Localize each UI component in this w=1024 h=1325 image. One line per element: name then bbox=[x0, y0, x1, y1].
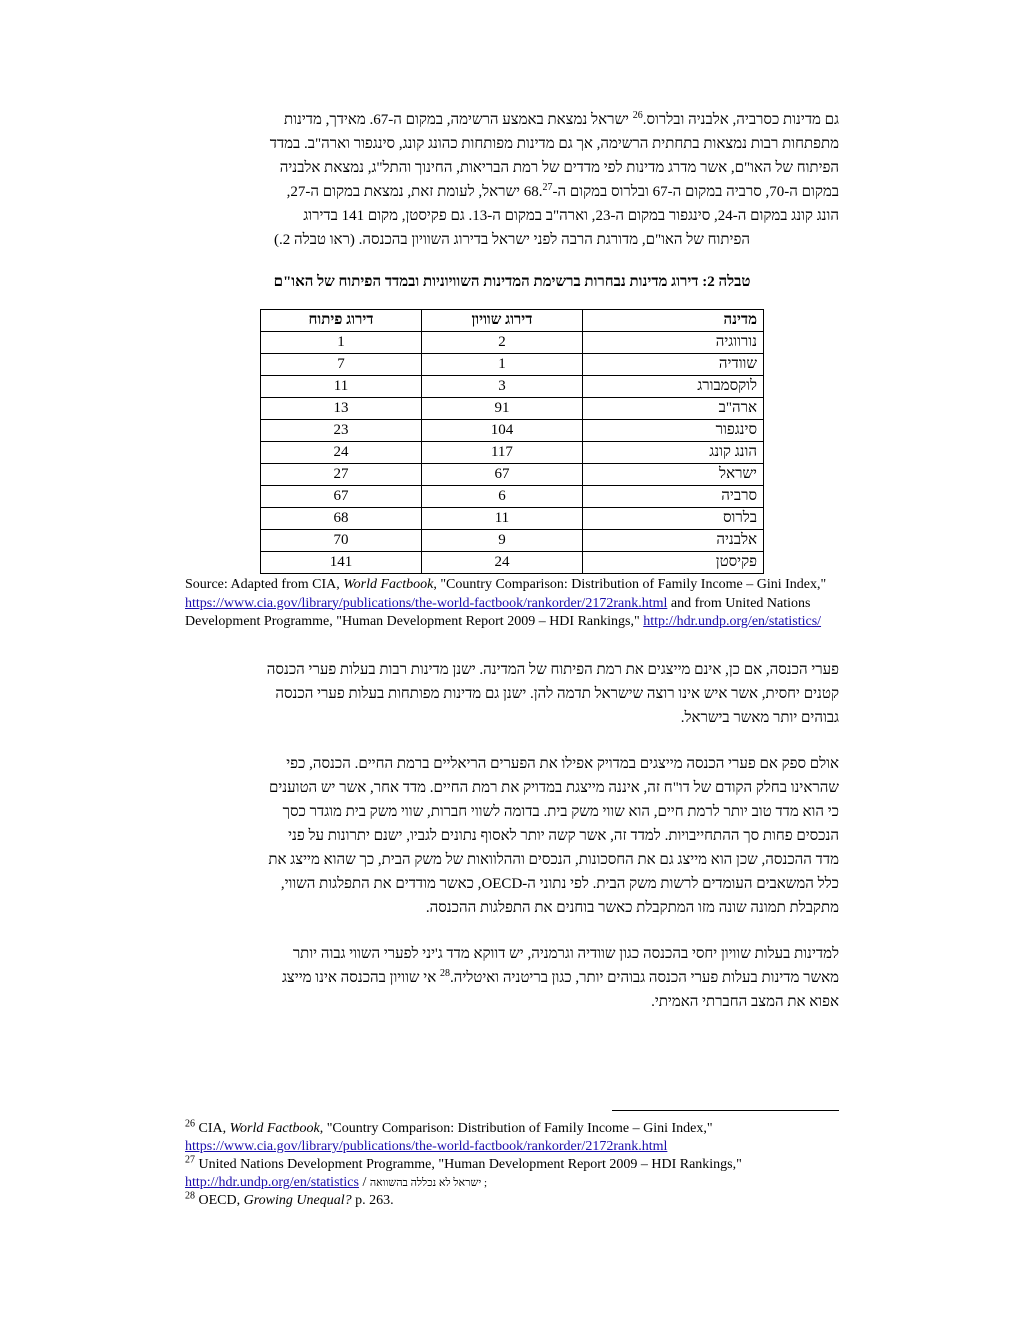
paragraph-line: כלל המשאבים העומדים לרשות משק הבית. לפי נתוני ה-OECD, כאשר מודדים את התפלגות השווי, bbox=[280, 875, 839, 892]
footnote-text: , "Country Comparison: Distribution of Family Income – Gini Index," bbox=[319, 1121, 713, 1136]
footnote-text: OECD, bbox=[195, 1193, 244, 1208]
footnote-text: / bbox=[358, 1175, 367, 1190]
header-equality-rank: דירוג שוויון bbox=[422, 310, 583, 332]
footnote-ref-26[interactable]: 26 bbox=[632, 110, 643, 121]
table-row bbox=[261, 420, 764, 442]
footnote-number: 28 bbox=[185, 1190, 195, 1202]
cell-development: 141 bbox=[261, 552, 422, 574]
paragraph-text: מאשר מדינות בעלות פערי הכנסה גבוהים יותר, כגון בריטניה ואיטליה. bbox=[449, 969, 839, 986]
footnote-number: 26 bbox=[185, 1118, 195, 1130]
footnote-separator bbox=[612, 1110, 839, 1111]
footnote-26 bbox=[185, 1120, 839, 1156]
footnote-link-cia[interactable]: https://www.cia.gov/library/publications/the-world-factbook/rankorder/2172rank.html bbox=[185, 1139, 668, 1154]
paragraph-text: אי שוויון בהכנסה אינו מייצג bbox=[281, 969, 437, 986]
table-row bbox=[261, 552, 764, 574]
cell-country: ארה"ב bbox=[582, 398, 763, 420]
cell-country: פקיסטן bbox=[582, 552, 763, 574]
footnote-number: 27 bbox=[185, 1154, 195, 1166]
footnote-link-undp[interactable]: http://hdr.undp.org/en/statistics bbox=[185, 1175, 359, 1190]
cell-country: ישראל bbox=[582, 464, 763, 486]
cell-development: 68 bbox=[261, 508, 422, 530]
intro-line bbox=[185, 180, 839, 204]
table-row bbox=[261, 398, 764, 420]
cell-equality: 9 bbox=[422, 530, 583, 552]
cell-equality: 2 bbox=[422, 332, 583, 354]
paragraph-line: אפוא את המצב החברתי האמיתי. bbox=[651, 993, 839, 1010]
source-link-cia[interactable]: https://www.cia.gov/library/publications/the-world-factbook/rankorder/2172rank.html bbox=[185, 595, 668, 611]
cell-equality: 3 bbox=[422, 376, 583, 398]
footnote-title: Growing Unequal? bbox=[243, 1193, 352, 1208]
footnote-27 bbox=[185, 1156, 839, 1192]
paragraph-household-wealth bbox=[185, 752, 839, 920]
ranking-table bbox=[260, 309, 764, 574]
intro-line: הונג קונג במקום ה-24, סינגפור במקום ה-23, וארה"ב במקום ה-13. גם פקיסטן, מקום 141 בדירוג bbox=[303, 208, 839, 224]
table-row bbox=[261, 530, 764, 552]
table-caption: טבלה 2: דירוג מדינות נבחרות ברשימת המדינות השוויוניות ובמדד הפיתוח של האו"ם bbox=[273, 274, 751, 290]
intro-text: ישראל נמצאת באמצע הרשימה, במקום ה-67. מאידך, מדינות bbox=[283, 112, 629, 128]
cell-country: סינגפור bbox=[582, 420, 763, 442]
cell-country: נורווגיה bbox=[582, 332, 763, 354]
cell-country: לוקסמבורג bbox=[582, 376, 763, 398]
header-development-rank: דירוג פיתוח bbox=[261, 310, 422, 332]
table-row bbox=[261, 486, 764, 508]
footnotes bbox=[185, 1120, 839, 1210]
document-page bbox=[185, 108, 839, 1036]
footnote-text: United Nations Development Programme, "Human Development Report 2009 – HDI Rankings," bbox=[195, 1157, 742, 1172]
paragraph-line: למדינות בעלות שוויון יחסי בהכנסה כגון שוודיה וגרמניה, יש דווקא מדד ג'יני לפערי השווי גבוה יותר bbox=[292, 945, 839, 962]
cell-country: אלבניה bbox=[582, 530, 763, 552]
paragraph-line: גבוהים יותר מאשר בישראל. bbox=[680, 709, 839, 726]
cell-development: 27 bbox=[261, 464, 422, 486]
cell-development: 13 bbox=[261, 398, 422, 420]
cell-country: הונג קונג bbox=[582, 442, 763, 464]
paragraph-line: קטנים יחסית, אשר איש אינו רוצה שישראל תדמה להן. ישנן גם מדינות מפותחות בעלות פערי הכנסה bbox=[275, 685, 839, 702]
cell-equality: 11 bbox=[422, 508, 583, 530]
source-title: World Factbook bbox=[343, 577, 434, 592]
cell-country: בלרוס bbox=[582, 508, 763, 530]
table-row bbox=[261, 354, 764, 376]
cell-development: 1 bbox=[261, 332, 422, 354]
intro-line: הפיתוח של האו"ם, מדורגת הרבה לפני ישראל בדירוג השוויון בהכנסה. (ראו טבלה 2.) bbox=[274, 232, 750, 248]
cell-equality: 91 bbox=[422, 398, 583, 420]
intro-text: גם מדינות כסרביה, אלבניה ובלרוס. bbox=[642, 112, 839, 128]
source-text: , "Country Comparison: Distribution of Family Income – Gini Index," bbox=[433, 577, 827, 592]
footnote-28 bbox=[185, 1192, 839, 1210]
intro-paragraph bbox=[185, 108, 839, 252]
source-link-undp[interactable]: http://hdr.undp.org/en/statistics/ bbox=[643, 614, 822, 629]
paragraph-line: פערי הכנסה, אם כן, אינם מייצגים את רמת הפיתוח של המדינה. ישנן מדינות רבות בעלות פערי הכנסה bbox=[266, 661, 839, 678]
table-row bbox=[261, 332, 764, 354]
paragraph-line: הנכסים פחות סך ההתחייבויות. למדד זה, אשר קשה יותר לאסוף נתונים לגביו, ישנם יתרונות על פני bbox=[288, 827, 839, 844]
paragraph-line bbox=[185, 966, 839, 990]
cell-development: 70 bbox=[261, 530, 422, 552]
intro-line bbox=[185, 108, 839, 132]
header-country: מדינה bbox=[582, 310, 763, 332]
table-source bbox=[185, 576, 839, 632]
cell-equality: 67 bbox=[422, 464, 583, 486]
footnote-text: p. 263. bbox=[351, 1193, 394, 1208]
cell-country: סרביה bbox=[582, 486, 763, 508]
footnote-title: World Factbook bbox=[229, 1121, 320, 1136]
cell-equality: 6 bbox=[422, 486, 583, 508]
cell-development: 11 bbox=[261, 376, 422, 398]
source-text: Source: Adapted from CIA, bbox=[185, 577, 344, 592]
cell-equality: 1 bbox=[422, 354, 583, 376]
cell-equality: 24 bbox=[422, 552, 583, 574]
cell-equality: 104 bbox=[422, 420, 583, 442]
paragraph-line: מדד ההכנסה, שכן הוא מייצג גם את החסכונות, הנכסים וההלוואות של משק הבית, כך שהוא מייצג את bbox=[268, 851, 839, 868]
intro-line: מתפתחות רבות נמצאות בתחתית הרשימה, אך גם מדינות מפותחות כהונג קונג, סינגפור וארה"ב. במדד bbox=[269, 136, 839, 152]
intro-text: במקום ה-70, סרביה במקום ה-67 ובלרוס במקום ה-68. bbox=[523, 184, 839, 200]
paragraph-gini-wealth bbox=[185, 942, 839, 1014]
cell-development: 24 bbox=[261, 442, 422, 464]
cell-development: 67 bbox=[261, 486, 422, 508]
paragraph-line: מתקבלת תמונה שונה מזו המתקבלת כאשר בוחנים את התפלגות ההכנסה. bbox=[425, 899, 839, 916]
table-row bbox=[261, 464, 764, 486]
table-row bbox=[261, 442, 764, 464]
intro-line: הפיתוח של האו"ם, אשר מדרג מדינות לפי מדדים של רמת הבריאות, החינוך והתל"ג, נמצאת אלבניה bbox=[279, 160, 839, 176]
paragraph-line: שהראינו בחלק הקודם של דו"ח זה, איננה מייצגת במדויק את רמת החיים. מדד אחר, אשר יש הטוענים bbox=[269, 779, 839, 796]
paragraph-income-gaps bbox=[185, 658, 839, 730]
footnote-text: CIA, bbox=[195, 1121, 230, 1136]
source-text: and from United Nations Development Programme, "Human Development Report 2009 – HDI Rankings," bbox=[185, 595, 811, 629]
table-header-row bbox=[261, 310, 764, 332]
footnote-hebrew-note: ; ישראל לא נכללה בהשוואה bbox=[369, 1177, 488, 1189]
paragraph-line: כי הוא מדד טוב יותר לרמת חיים, הוא שווי משק בית. בדומה לשווי חברות, שווי משק בית מוגדר כסך bbox=[282, 803, 839, 820]
paragraph-line: אולם ספק אם פערי הכנסה מייצגים במדויק אפילו את הפערים הריאליים ברמת החיים. הכנסה, כפי bbox=[286, 755, 839, 772]
footnote-ref-27[interactable]: 27 bbox=[542, 182, 553, 193]
cell-equality: 117 bbox=[422, 442, 583, 464]
cell-development: 23 bbox=[261, 420, 422, 442]
cell-development: 7 bbox=[261, 354, 422, 376]
footnote-ref-28[interactable]: 28 bbox=[439, 967, 450, 979]
table-row bbox=[261, 376, 764, 398]
intro-text: ישראל, לעומת זאת, נמצאת במקום ה-27, bbox=[286, 184, 521, 200]
cell-country: שוודיה bbox=[582, 354, 763, 376]
table-row bbox=[261, 508, 764, 530]
